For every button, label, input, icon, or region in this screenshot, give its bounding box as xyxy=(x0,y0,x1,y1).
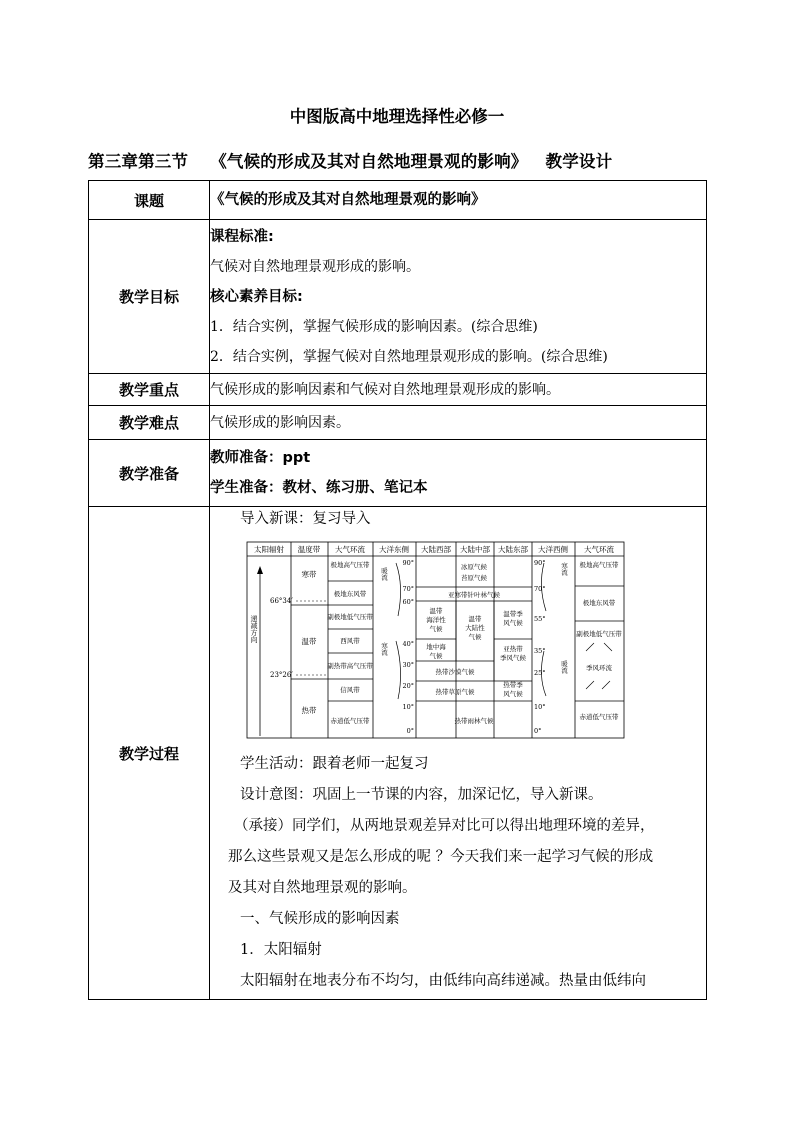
tick-r-35: 35° xyxy=(534,647,546,655)
left-subtropical-high: 副热带高气压带 xyxy=(327,662,373,670)
standard-heading: 课程标准: xyxy=(210,228,274,245)
monsoon-arrow-4 xyxy=(602,681,610,689)
climate-marine-3: 气候 xyxy=(429,625,443,633)
difficulties-value: 气候形成的影响因素。 xyxy=(210,406,707,440)
activity-line: 学生活动：跟着老师一起复习 xyxy=(240,756,429,772)
row-difficulties xyxy=(89,406,707,440)
tick-r-25: 25° xyxy=(534,669,546,677)
climate-temperate-monsoon-1: 温带季 xyxy=(503,610,523,618)
climate-savanna: 热带草原气候 xyxy=(435,688,475,696)
hdr-ocean-west: 大洋西侧 xyxy=(538,545,568,554)
left-trade-wind: 信风带 xyxy=(340,686,360,694)
row-process xyxy=(89,507,707,1000)
tick-l-70: 70° xyxy=(402,585,414,593)
solar-arrowhead xyxy=(257,566,263,574)
intent-line: 设计意图：巩固上一节课的内容，加深记忆，导入新课。 xyxy=(240,787,603,803)
current-west-cold: 寒流 xyxy=(560,562,568,576)
topic-value: 《气候的形成及其对自然地理景观的影响》 xyxy=(210,181,707,220)
transition-line-1: （承接）同学们，从两地景观差异对比可以得出地理环境的差异， xyxy=(234,818,655,834)
hdr-ocean-east: 大洋东侧 xyxy=(379,545,409,554)
climate-diagram-svg xyxy=(246,541,626,739)
hdr-solar: 太阳辐射 xyxy=(254,545,284,554)
zone-cold: 寒带 xyxy=(301,570,317,579)
lesson-title: 《气候的形成及其对自然地理景观的影响》 xyxy=(210,152,528,171)
tick-l-0: 0° xyxy=(406,727,414,735)
chapter-section: 第三章第三节 xyxy=(88,152,189,171)
preparation-label: 教学准备 xyxy=(89,440,210,507)
document-title: 中图版高中地理选择性必修一 xyxy=(289,107,505,126)
hdr-continent-east: 大陆东部 xyxy=(498,545,528,554)
hdr-circulation-left: 大气环流 xyxy=(335,545,365,554)
climate-rainforest: 热带雨林气候 xyxy=(454,717,494,725)
process-content xyxy=(210,507,707,1000)
row-key-points xyxy=(89,374,707,406)
monsoon-arrow-1 xyxy=(586,643,594,651)
student-prep: 学生准备：教材、练习册、笔记本 xyxy=(210,480,428,496)
right-subpolar-low: 副极地低气压带 xyxy=(576,630,622,638)
goals-content xyxy=(210,220,707,374)
goal-item-2: 2．结合实例，掌握气候对自然地理景观形成的影响。(综合思维) xyxy=(210,348,608,365)
preparation-content xyxy=(210,440,707,507)
hdr-continent-west: 大陆西部 xyxy=(421,545,451,554)
current-arrow-2 xyxy=(396,641,401,699)
key-points-label: 教学重点 xyxy=(89,374,210,406)
climate-continental-3: 气候 xyxy=(468,633,482,641)
climate-mediterranean-1: 地中海 xyxy=(426,643,446,651)
transition-line-2: 那么这些景观又是怎么形成的呢 ？今天我们来一起学习气候的形成 xyxy=(228,849,654,865)
solar-radiation-paragraph: 太阳辐射在地表分布不均匀，由低纬向高纬递减。热量由低纬向 xyxy=(240,973,646,989)
intro-line: 导入新课：复习导入 xyxy=(240,511,371,527)
key-points-value: 气候形成的影响因素和气候对自然地理景观形成的影响。 xyxy=(210,374,707,406)
tick-r-70: 70° xyxy=(534,585,546,593)
tick-l-90: 90° xyxy=(402,559,414,567)
climate-ice-cap: 冰原气候 xyxy=(461,563,487,571)
climate-desert: 热带沙漠气候 xyxy=(435,668,475,676)
difficulties-label: 教学难点 xyxy=(89,406,210,440)
zone-temperate: 温带 xyxy=(301,637,317,646)
zone-tropical: 热带 xyxy=(301,706,317,715)
right-monsoon: 季风环流 xyxy=(586,664,612,672)
row-topic xyxy=(89,181,707,220)
tick-l-30: 30° xyxy=(402,661,414,669)
tick-r-10: 10° xyxy=(534,703,546,711)
current-east-warm: 暖流 xyxy=(380,567,388,581)
tick-l-10: 10° xyxy=(402,703,414,711)
left-polar-easterly: 极地东风带 xyxy=(333,590,367,598)
hdr-continent-center: 大陆中部 xyxy=(460,545,490,554)
left-subpolar-low: 副极地低气压带 xyxy=(327,613,373,621)
current-west-warm: 暖流 xyxy=(560,660,568,674)
tick-l-40: 40° xyxy=(402,640,414,648)
lat-6634: 66°34′ xyxy=(270,597,293,605)
climate-tropical-monsoon-2: 风气候 xyxy=(503,690,523,698)
tick-r-55: 55° xyxy=(534,615,546,623)
tick-r-0: 0° xyxy=(534,727,542,735)
left-equatorial-low: 赤道低气压带 xyxy=(330,717,370,725)
section-heading-1: 一、气候形成的影响因素 xyxy=(240,911,400,927)
climate-tundra: 苔原气候 xyxy=(461,574,487,582)
climate-mediterranean-2: 气候 xyxy=(429,652,443,660)
left-polar-high: 极地高气压带 xyxy=(330,561,370,569)
right-polar-easterly: 极地东风带 xyxy=(582,599,616,607)
subsection-heading-1: 1．太阳辐射 xyxy=(240,942,322,958)
hdr-circulation-right: 大气环流 xyxy=(584,545,614,554)
right-equatorial-low: 赤道低气压带 xyxy=(579,713,619,721)
transition-line-3: 及其对自然地理景观的影响。 xyxy=(228,880,417,896)
current-east-cold: 寒流 xyxy=(380,642,388,656)
tick-r-90: 90° xyxy=(534,559,546,567)
climate-temperate-monsoon-2: 风气候 xyxy=(503,619,523,627)
left-westerly: 西风带 xyxy=(340,637,360,645)
climate-subarctic: 亚寒带针叶林气候 xyxy=(448,591,500,599)
climate-tropical-monsoon-1: 热带季 xyxy=(503,681,523,689)
climate-marine-1: 温带 xyxy=(429,607,443,615)
goal-item-1: 1．结合实例，掌握气候形成的影响因素。(综合思维) xyxy=(210,318,538,335)
lesson-plan-table xyxy=(88,180,707,1000)
standard-text: 气候对自然地理景观形成的影响。 xyxy=(210,258,420,275)
row-preparation xyxy=(89,440,707,507)
right-polar-high: 极地高气压带 xyxy=(579,561,619,569)
climate-subtropical-monsoon-2: 季风气候 xyxy=(500,654,526,662)
tick-l-60: 60° xyxy=(402,598,414,606)
climate-continental-2: 大陆性 xyxy=(465,624,485,632)
monsoon-arrow-2 xyxy=(604,643,612,651)
topic-label: 课题 xyxy=(89,181,210,220)
lat-2326: 23°26′ xyxy=(270,671,293,679)
design-label: 教学设计 xyxy=(545,152,613,171)
row-goals xyxy=(89,220,707,374)
teacher-prep: 教师准备：ppt xyxy=(210,450,311,466)
climate-subtropical-monsoon-1: 亚热带 xyxy=(503,645,523,653)
current-arrow-1 xyxy=(396,563,401,616)
climate-marine-2: 海洋性 xyxy=(426,616,446,624)
climate-continental-1: 温带 xyxy=(468,615,482,623)
solar-direction-text: 递减方向 xyxy=(250,615,258,643)
tick-l-20: 20° xyxy=(402,682,414,690)
climate-diagram xyxy=(246,541,626,739)
literacy-heading: 核心素养目标: xyxy=(210,288,303,305)
goals-label: 教学目标 xyxy=(89,220,210,374)
document-subtitle xyxy=(88,148,708,172)
process-label: 教学过程 xyxy=(89,507,210,1000)
monsoon-arrow-3 xyxy=(586,681,594,689)
hdr-temp-zone: 温度带 xyxy=(297,545,321,554)
